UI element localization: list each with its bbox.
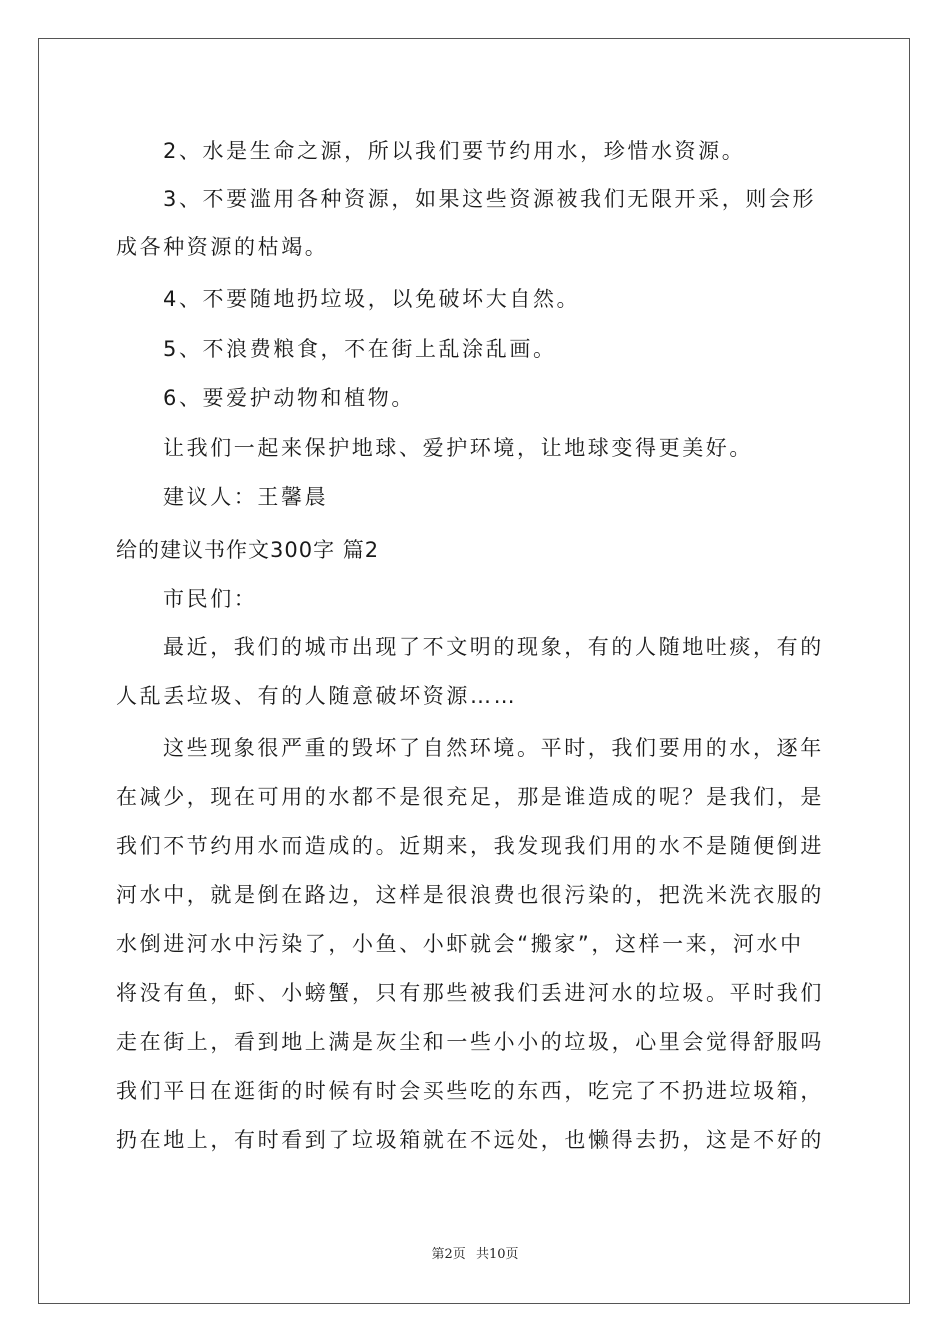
paragraph-line: 走在街上，看到地上满是灰尘和一些小小的垃圾，心里会觉得舒服吗 — [116, 1030, 824, 1054]
paragraph-line: 这些现象很严重的毁坏了自然环境。平时，我们要用的水，逐年 — [163, 736, 824, 760]
paragraph-line: 将没有鱼，虾、小螃蟹，只有那些被我们丢进河水的垃圾。平时我们 — [116, 981, 824, 1005]
paragraph-line: 我们平日在逛街的时候有时会买些吃的东西，吃完了不扔进垃圾箱， — [116, 1079, 824, 1103]
paragraph-line: 6、要爱护动物和植物。 — [163, 386, 415, 410]
paragraph-line: 河水中，就是倒在路边，这样是很浪费也很污染的，把洗米洗衣服的 — [116, 883, 824, 907]
paragraph-line: 人乱丢垃圾、有的人随意破坏资源…… — [116, 684, 518, 708]
paragraph-line: 5、不浪费粮食，不在街上乱涂乱画。 — [163, 337, 557, 361]
salutation: 市民们： — [163, 587, 258, 611]
paragraph-line: 2、水是生命之源，所以我们要节约用水，珍惜水资源。 — [163, 139, 746, 163]
section-heading: 给的建议书作文300字 篇2 — [116, 538, 380, 562]
paragraph-line: 在减少，现在可用的水都不是很充足，那是谁造成的呢？是我们，是 — [116, 785, 824, 809]
paragraph-line: 扔在地上，有时看到了垃圾箱就在不远处，也懒得去扔，这是不好的 — [116, 1128, 824, 1152]
paragraph-line: 让我们一起来保护地球、爱护环境，让地球变得更美好。 — [163, 436, 753, 460]
page-number: 第2页 — [431, 1247, 466, 1262]
paragraph-line: 3、不要滥用各种资源，如果这些资源被我们无限开采，则会形 — [163, 187, 817, 211]
signature-line: 建议人：王馨晨 — [163, 485, 329, 509]
paragraph-line: 水倒进河水中污染了，小鱼、小虾就会“搬家”，这样一来，河水中 — [116, 932, 804, 956]
paragraph-line: 我们不节约用水而造成的。近期来，我发现我们用的水不是随便倒进 — [116, 834, 824, 858]
page-border — [38, 38, 910, 1304]
page-footer — [0, 1246, 950, 1264]
paragraph-line: 成各种资源的枯竭。 — [116, 235, 329, 259]
page-total: 共10页 — [475, 1247, 519, 1262]
paragraph-line: 最近，我们的城市出现了不文明的现象，有的人随地吐痰，有的 — [163, 635, 824, 659]
paragraph-line: 4、不要随地扔垃圾，以免破坏大自然。 — [163, 287, 581, 311]
